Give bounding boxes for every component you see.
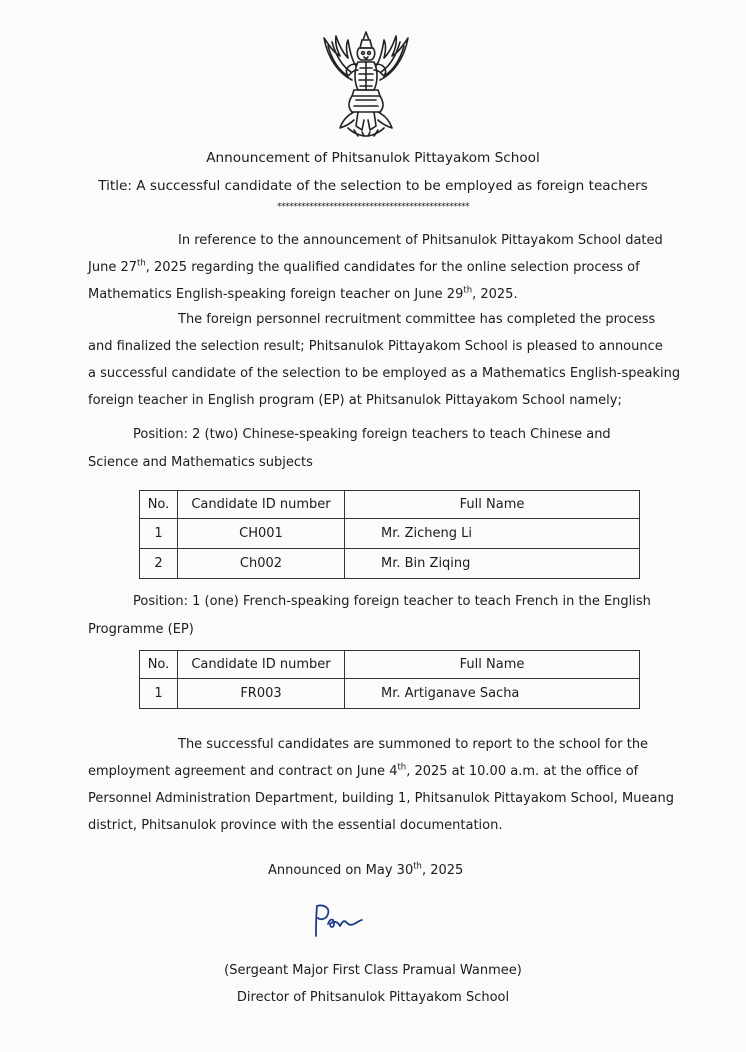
row-no: 1 [140,519,178,549]
announcement-date: Announced on May 30th, 2025 [268,861,464,878]
row-candidate-id: FR003 [178,679,345,709]
row-full-name: Mr. Artiganave Sacha [345,679,640,709]
signer-title: Director of Phitsanulok Pittayakom School [236,990,510,1005]
row-no: 2 [140,549,178,579]
result-paragraph: The foreign personnel recruitment committee has completed the process and finalized the selection result; Phitsanulok Pittayakom School is pleased to announce a successful candidate of the selection to be employed as a Mathematics English-speaking foreign teacher in English program (EP) at Phitsanulok Pittayakom School namely; [88,312,681,408]
header-candidate-id: Candidate ID number [178,491,345,519]
summons-paragraph: The successful candidates are summoned to report to the school for the employment agreement and contract on June 4th, 2025 at 10.00 a.m. at the office of Personnel Administration Department, building 1, Phitsanulok Pittayakom School, Mueang district, Phitsanulok province with the essential documentation. [88,737,674,833]
chinese-candidates-table [139,490,640,579]
header-candidate-id: Candidate ID number [178,651,345,679]
header-no: No. [140,651,178,679]
garuda-emblem-icon [318,30,414,138]
table-header-row [140,491,640,519]
table-row [140,519,640,549]
french-candidates-table [139,650,640,709]
header-full-name: Full Name [345,491,640,519]
header-full-name: Full Name [345,651,640,679]
row-full-name: Mr. Zicheng Li [345,519,640,549]
row-full-name: Mr. Bin Ziqing [345,549,640,579]
handwritten-signature [310,900,366,940]
header-no: No. [140,491,178,519]
announcement-subject: Title: A successful candidate of the selection to be employed as foreign teachers [98,178,648,194]
row-no: 1 [140,679,178,709]
row-candidate-id: CH001 [178,519,345,549]
reference-paragraph: In reference to the announcement of Phitsanulok Pittayakom School dated June 27th, 2025 regarding the qualified candidates for the online selection process of Mathematics English-speaking foreign teacher on June 29th, 2025. [88,233,663,302]
table-row [140,679,640,709]
position-french: Position: 1 (one) French-speaking foreign teacher to teach French in the English Programme (EP) [88,594,651,637]
table-header-row [140,651,640,679]
position-chinese: Position: 2 (two) Chinese-speaking foreign teachers to teach Chinese and Science and Mathematics subjects [88,427,611,470]
announcement-title: Announcement of Phitsanulok Pittayakom School [206,150,540,166]
row-candidate-id: Ch002 [178,549,345,579]
separator: ************************************************ [277,202,469,212]
table-row [140,549,640,579]
signer-name: (Sergeant Major First Class Pramual Wanmee) [224,963,522,978]
